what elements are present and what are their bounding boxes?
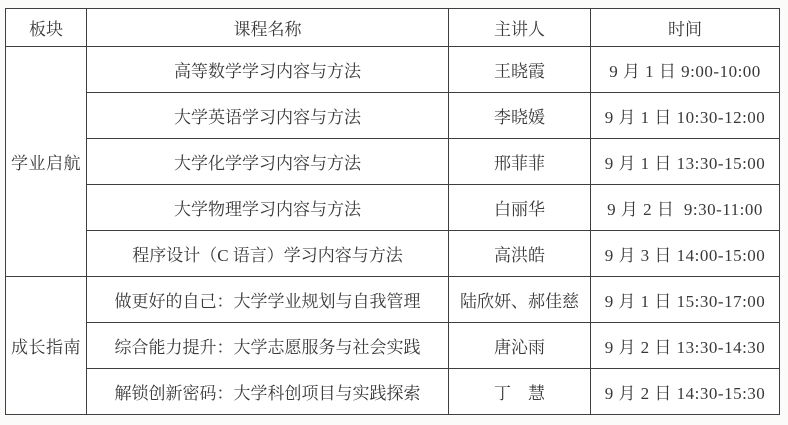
course-schedule-table [5, 8, 780, 415]
speaker-cell: 白丽华 [449, 185, 591, 231]
table-row [6, 277, 780, 323]
speaker-cell: 唐沁雨 [449, 323, 591, 369]
course-cell: 程序设计（C 语言）学习内容与方法 [87, 231, 449, 277]
course-cell: 高等数学学习内容与方法 [87, 47, 449, 93]
time-cell: 9 月 1 日 10:30-12:00 [591, 93, 780, 139]
speaker-cell: 高洪皓 [449, 231, 591, 277]
course-cell: 解锁创新密码：大学科创项目与实践探索 [87, 369, 449, 415]
header-cell-speaker: 主讲人 [449, 9, 591, 47]
speaker-cell: 丁 慧 [449, 369, 591, 415]
section-cell-group-2: 成长指南 [6, 277, 87, 415]
speaker-cell: 王晓霞 [449, 47, 591, 93]
time-cell: 9 月 2 日 13:30-14:30 [591, 323, 780, 369]
table-row [6, 93, 780, 139]
course-cell: 大学英语学习内容与方法 [87, 93, 449, 139]
course-cell: 大学化学学习内容与方法 [87, 139, 449, 185]
table-row [6, 231, 780, 277]
table-header-row [6, 9, 780, 47]
speaker-cell: 邢菲菲 [449, 139, 591, 185]
speaker-cell: 陆欣妍、郝佳慈 [449, 277, 591, 323]
time-cell: 9 月 1 日 9:00-10:00 [591, 47, 780, 93]
time-cell: 9 月 3 日 14:00-15:00 [591, 231, 780, 277]
header-cell-time: 时间 [591, 9, 780, 47]
table-row [6, 139, 780, 185]
section-cell-group-1: 学业启航 [6, 47, 87, 277]
time-cell: 9 月 1 日 13:30-15:00 [591, 139, 780, 185]
table-row [6, 323, 780, 369]
time-cell: 9 月 2 日 14:30-15:30 [591, 369, 780, 415]
header-cell-section: 板块 [6, 9, 87, 47]
course-cell: 做更好的自己：大学学业规划与自我管理 [87, 277, 449, 323]
speaker-cell: 李晓媛 [449, 93, 591, 139]
table-row [6, 185, 780, 231]
time-cell: 9 月 2 日 9:30-11:00 [591, 185, 780, 231]
table-row [6, 47, 780, 93]
table-row [6, 369, 780, 415]
header-cell-course: 课程名称 [87, 9, 449, 47]
course-cell: 综合能力提升：大学志愿服务与社会实践 [87, 323, 449, 369]
course-cell: 大学物理学习内容与方法 [87, 185, 449, 231]
time-cell: 9 月 1 日 15:30-17:00 [591, 277, 780, 323]
